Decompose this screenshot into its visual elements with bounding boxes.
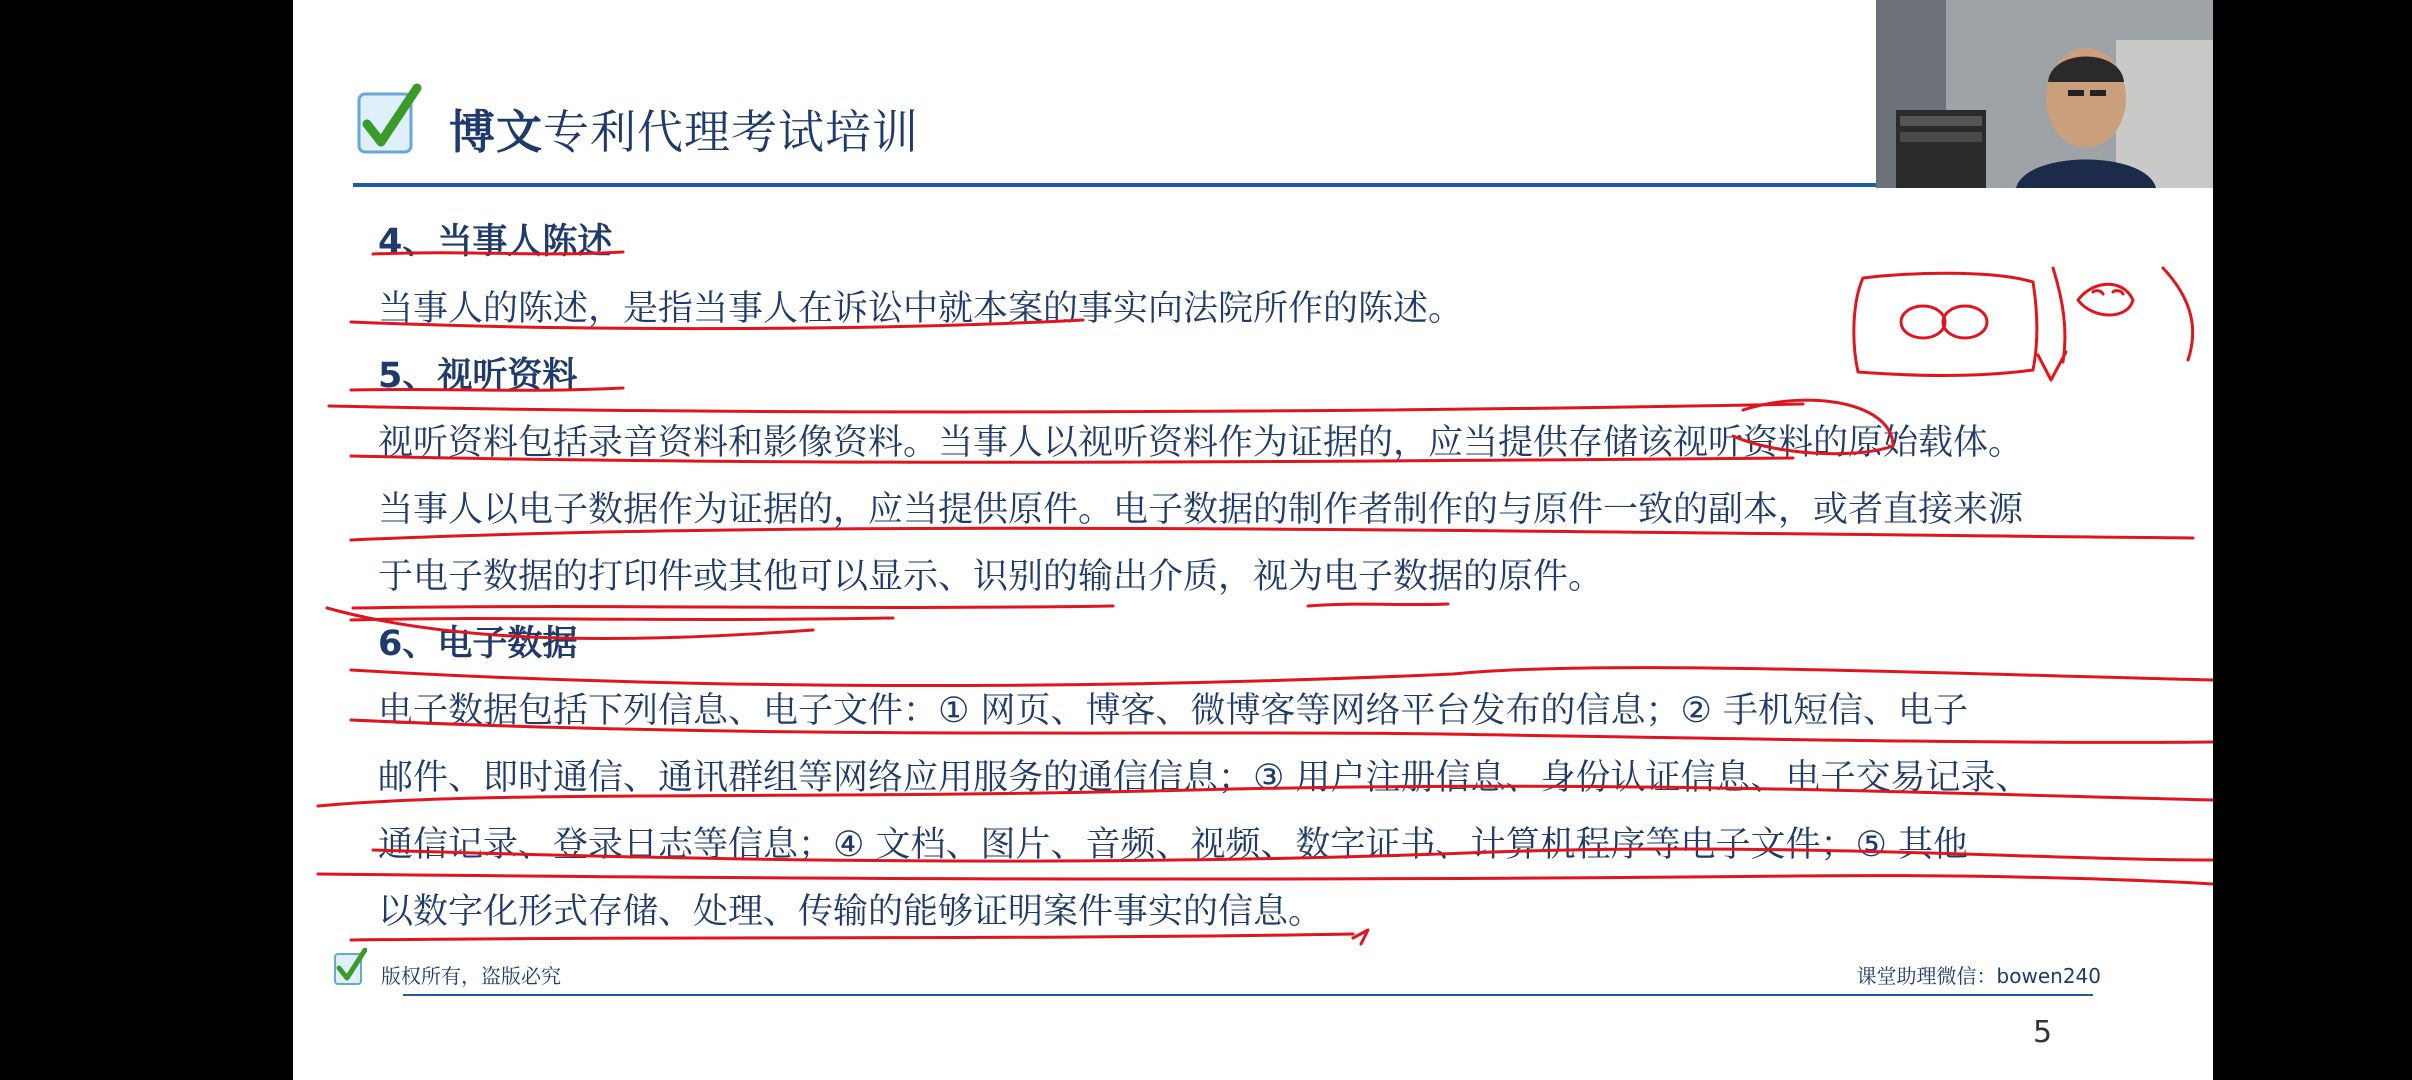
footer-checkmark-icon bbox=[333, 948, 367, 986]
body-line: 以数字化形式存储、处理、传输的能够证明案件事实的信息。 bbox=[378, 892, 1324, 932]
body-line: 当事人的陈述，是指当事人在诉讼中就本案的事实向法院所作的陈述。 bbox=[378, 289, 1464, 329]
body-line: 视听资料包括录音资料和影像资料。当事人以视听资料作为证据的，应当提供存储该视听资料的原始载体。 bbox=[378, 423, 2024, 463]
section-heading: 5、视听资料 bbox=[378, 356, 578, 396]
body-line: 邮件、即时通信、通讯群组等网络应用服务的通信信息；③ 用户注册信息、身份认证信息、电子交易记录、 bbox=[378, 758, 2031, 798]
presenter-webcam bbox=[1876, 0, 2213, 188]
section-heading: 4、当事人陈述 bbox=[378, 222, 613, 262]
body-line: 当事人以电子数据作为证据的，应当提供原件。电子数据的制作者制作的与原件一致的副本，或者直接来源 bbox=[378, 490, 2024, 530]
copyright-text: 版权所有，盗版必究 bbox=[381, 964, 561, 988]
slide-title bbox=[449, 96, 919, 162]
checkmark-logo-icon bbox=[353, 82, 423, 160]
body-line: 于电子数据的打印件或其他可以显示、识别的输出介质，视为电子数据的原件。 bbox=[378, 557, 1604, 597]
title-text: 专利代理考试培训 bbox=[543, 105, 919, 159]
body-line: 电子数据包括下列信息、电子文件：① 网页、博客、微博客等网络平台发布的信息；② 手机短信、电子 bbox=[378, 691, 1969, 731]
header-divider bbox=[353, 183, 2133, 187]
body-line: 通信记录、登录日志等信息；④ 文档、图片、音频、视频、数字证书、计算机程序等电子文件；⑤ 其他 bbox=[378, 825, 1969, 865]
brand-name: 博文 bbox=[449, 105, 543, 159]
page-number: 5 bbox=[2033, 1015, 2053, 1050]
assistant-contact: 课堂助理微信：bowen240 bbox=[1856, 964, 2101, 988]
footer-divider bbox=[403, 994, 2093, 996]
section-heading: 6、电子数据 bbox=[378, 624, 578, 664]
